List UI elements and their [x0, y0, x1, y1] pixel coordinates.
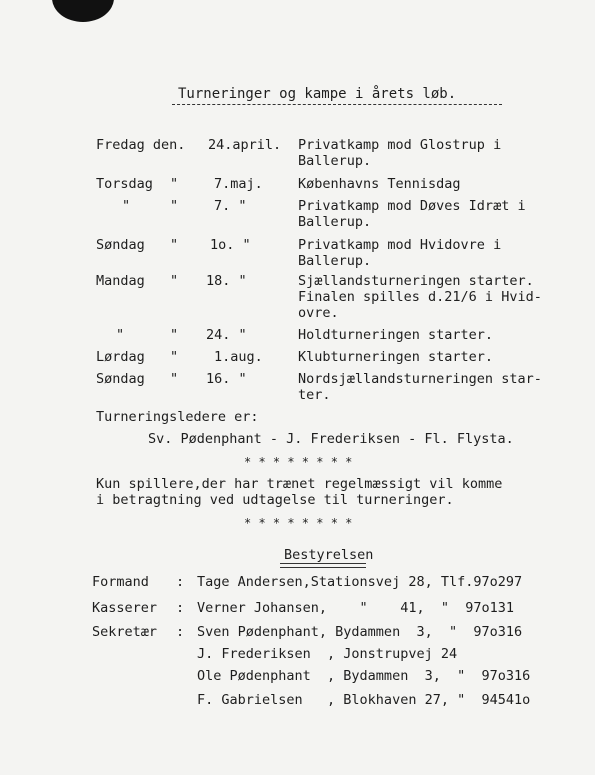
event-text: Ballerup.: [298, 153, 372, 169]
board-entry: J. Frederiksen , Jonstrupvej 24: [197, 646, 458, 662]
event-text: ter.: [298, 387, 331, 403]
board-role: Formand: [92, 574, 149, 590]
event-ditto: ": [170, 273, 179, 289]
event-date: 7.maj.: [214, 176, 263, 192]
board-separator: :: [176, 574, 185, 590]
event-ditto: ": [170, 237, 179, 253]
board-title-underline: [280, 563, 366, 568]
event-text: Ballerup.: [298, 214, 372, 230]
notice-text: Kun spillere,der har trænet regelmæssigt vil komme: [96, 476, 503, 492]
event-text: ovre.: [298, 305, 339, 321]
event-day: Mandag: [96, 273, 145, 289]
leaders-label: Turneringsledere er:: [96, 409, 259, 425]
page-title: Turneringer og kampe i årets løb.: [178, 86, 457, 102]
event-text: Sjællandsturneringen starter.: [298, 273, 534, 289]
event-text: Holdturneringen starter.: [298, 327, 494, 343]
event-day: ": [122, 198, 131, 214]
event-text: Klubturneringen starter.: [298, 349, 494, 365]
event-date: 16. ": [206, 371, 247, 387]
event-day: Torsdag: [96, 176, 153, 192]
event-date: 18. ": [206, 273, 247, 289]
board-entry: Verner Johansen, " 41, " 97o131: [197, 600, 514, 616]
event-day: Søndag: [96, 237, 145, 253]
event-text: Ballerup.: [298, 253, 372, 269]
event-date: 1.aug.: [214, 349, 263, 365]
event-ditto: ": [170, 327, 179, 343]
star-divider: * * * * * * * *: [244, 455, 353, 469]
board-role: Kasserer: [92, 600, 158, 616]
board-role: Sekretær: [92, 624, 158, 640]
event-date: 7. ": [214, 198, 247, 214]
board-entry: F. Gabrielsen , Blokhaven 27, " 94541o: [197, 692, 531, 708]
board-entry: Sven Pødenphant, Bydammen 3, " 97o316: [197, 624, 523, 640]
event-ditto: ": [170, 176, 179, 192]
notice-text: i betragtning ved udtagelse til turneringer.: [96, 492, 454, 508]
event-text: Privatkamp mod Glostrup i: [298, 137, 502, 153]
event-day: ": [116, 327, 125, 343]
board-entry: Ole Pødenphant , Bydammen 3, " 97o316: [197, 668, 531, 684]
board-separator: :: [176, 600, 185, 616]
leaders-names: Sv. Pødenphant - J. Frederiksen - Fl. Flysta.: [148, 431, 514, 447]
event-date: 24. ": [206, 327, 247, 343]
title-underline: [172, 104, 502, 105]
event-day: Lørdag: [96, 349, 145, 365]
board-separator: :: [176, 624, 185, 640]
event-ditto: ": [170, 371, 179, 387]
event-text: Finalen spilles d.21/6 i Hvid-: [298, 289, 542, 305]
event-ditto: ": [170, 198, 179, 214]
event-day: Søndag: [96, 371, 145, 387]
event-text: Privatkamp mod Døves Idræt i: [298, 198, 526, 214]
event-ditto: ": [170, 349, 179, 365]
event-text: Privatkamp mod Hvidovre i: [298, 237, 502, 253]
event-text: Københavns Tennisdag: [298, 176, 461, 192]
board-title: Bestyrelsen: [284, 547, 374, 563]
punch-hole: [52, 0, 114, 22]
board-entry: Tage Andersen,Stationsvej 28, Tlf.97o297: [197, 574, 523, 590]
event-day: Fredag den.: [96, 137, 186, 153]
star-divider: * * * * * * * *: [244, 516, 353, 530]
event-date: 24.april.: [208, 137, 282, 153]
event-text: Nordsjællandsturneringen star-: [298, 371, 542, 387]
event-date: 1o. ": [210, 237, 251, 253]
